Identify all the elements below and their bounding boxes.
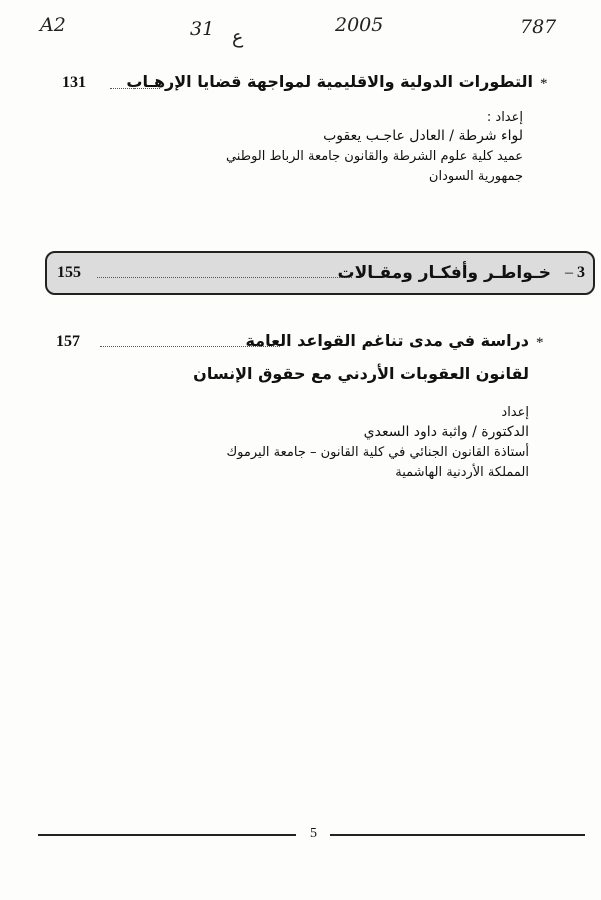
entry1-affiliation-1: عميد كلية علوم الشرطة والقانون جامعة الرباط الوطني	[225, 149, 523, 164]
entry1-bullet: *	[540, 76, 548, 92]
entry2-author: الدكتورة / واثبة داود السعدي	[363, 424, 529, 440]
entry2-title-line2: لقانون العقوبات الأردني مع حقوق الإنسان	[193, 364, 529, 383]
section-dash: –	[565, 264, 573, 281]
handwritten-ref: A2	[40, 14, 66, 36]
section-title: خـواطـر وأفكـار ومقـالات	[337, 263, 551, 283]
section-page: 155	[57, 264, 81, 281]
entry1-title: التطورات الدولية والاقليمية لمواجهة قضايا الإرهـاب	[126, 72, 533, 91]
section-header-box	[45, 251, 595, 295]
footer-rule-right	[330, 834, 585, 836]
handwritten-number: 31	[190, 18, 215, 40]
entry1-leader	[110, 88, 160, 89]
handwritten-code: 787	[520, 16, 557, 38]
entry2-bullet: *	[536, 335, 544, 351]
entry2-page: 157	[56, 333, 80, 350]
section-leader	[97, 277, 352, 278]
entry2-leader	[100, 346, 280, 347]
entry1-page: 131	[62, 74, 86, 91]
entry2-title: دراسة في مدى تناغم القواعد العامة	[245, 331, 529, 350]
section-number: 3	[577, 264, 585, 281]
footer-page-number: 5	[310, 826, 317, 841]
entry1-author: لواء شرطة / العادل عاجـب يعقوب	[323, 128, 523, 144]
entry2-affiliation-1: أستاذة القانون الجنائي في كلية القانون – جامعة اليرموك	[226, 445, 529, 460]
footer-rule-left	[38, 834, 296, 836]
entry1-affiliation-2: جمهورية السودان	[428, 169, 523, 184]
entry2-affiliation-2: المملكة الأردنية الهاشمية	[395, 465, 529, 480]
entry1-prep-label: إعداد :	[486, 110, 523, 125]
handwritten-issue-letter: ع	[232, 26, 244, 48]
handwritten-year: 2005	[335, 14, 384, 36]
entry2-prep-label: إعداد	[501, 405, 529, 420]
